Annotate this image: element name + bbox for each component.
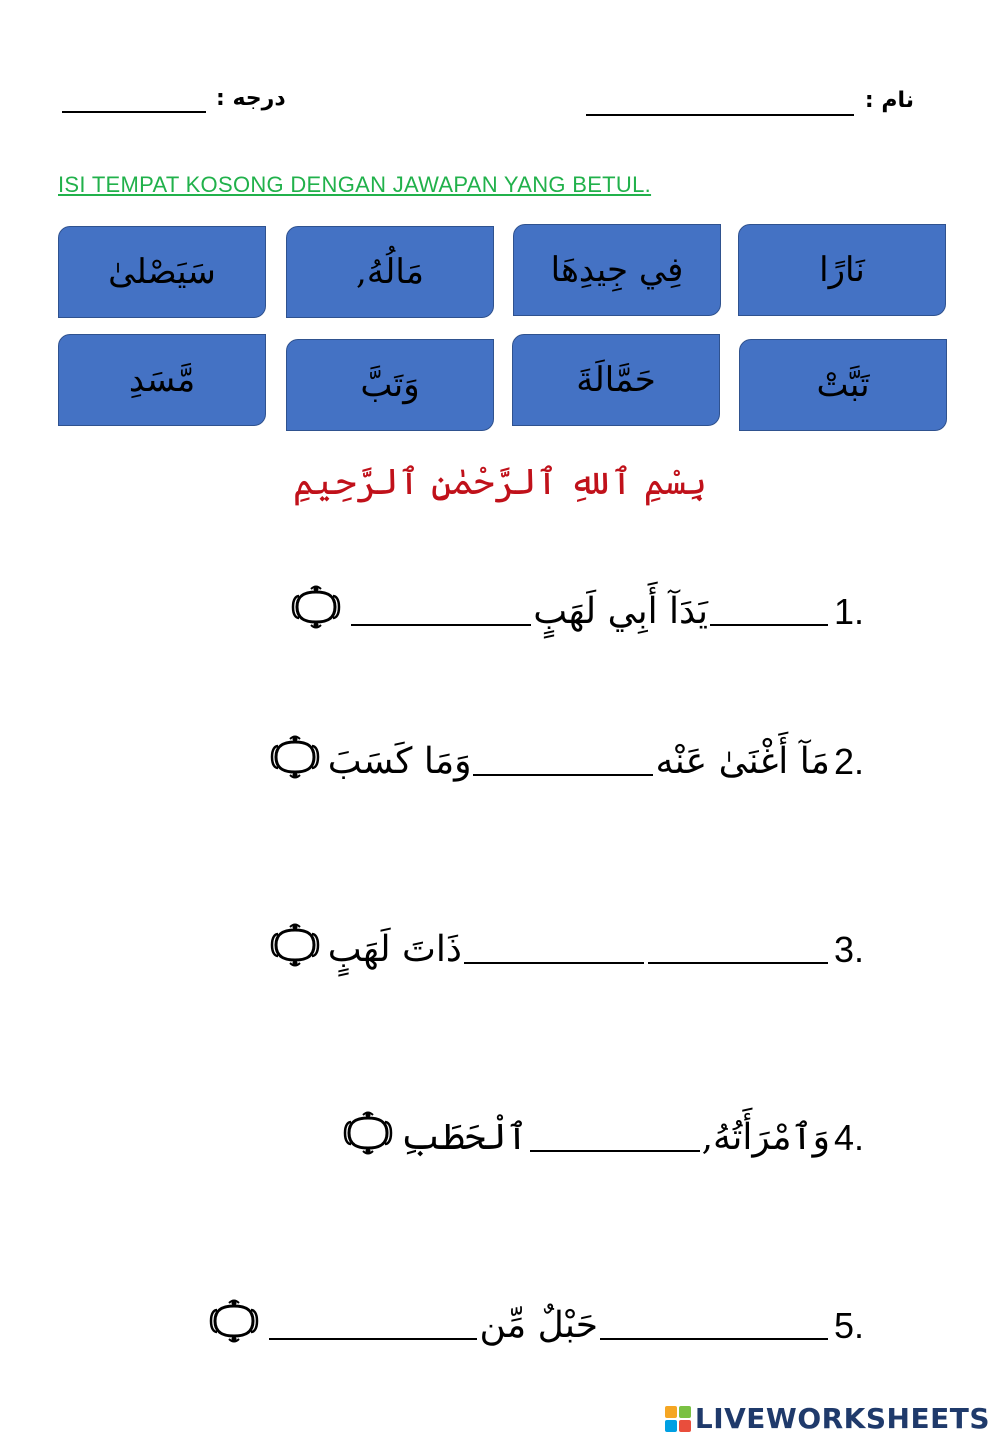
word-tile[interactable]: نَارًا [738,224,946,316]
question-text: ذَاتَ لَهَبٍ [327,929,462,970]
answer-blank[interactable] [530,1150,700,1152]
question-text: يَدَآ أَبِي لَهَبٍ [533,591,708,632]
answer-blank[interactable] [473,774,653,776]
question-text: وَٱمْرَأَتُهُ, [701,1117,830,1158]
question-text: حَبْلٌ مِّن [479,1305,598,1346]
name-field[interactable] [586,114,854,116]
logo-text: LIVEWORKSHEETS [694,1402,990,1435]
ayah-end-icon [266,922,324,968]
word-tile[interactable]: مَّسَدِ [58,334,266,426]
question-2 [266,734,864,780]
question-text: وَمَا كَسَبَ [327,741,472,782]
question-5 [205,1298,864,1344]
question-number: 5. [833,1305,864,1346]
word-tile[interactable]: سَيَصْلىٰ [58,226,266,318]
question-number: 2. [833,741,864,782]
answer-blank[interactable] [351,624,531,626]
word-tile[interactable]: فِي جِيدِهَا [513,224,721,316]
ayah-end-icon [339,1110,397,1156]
basmala-heading: بِسْمِ ٱللهِ ٱلرَّحْمٰنِ ٱلرَّحِيمِ [292,462,708,503]
answer-blank[interactable] [464,962,644,964]
answer-blank[interactable] [710,624,828,626]
class-label: درجه : [216,86,286,111]
word-tile[interactable]: وَتَبَّ [286,339,494,431]
question-number: 3. [833,929,864,970]
answer-blank[interactable] [648,962,828,964]
answer-blank[interactable] [600,1338,828,1340]
name-label: نام : [864,88,914,113]
liveworksheets-logo [665,1402,990,1435]
question-4 [339,1110,864,1156]
question-text: ٱلْحَطَبِ [401,1117,528,1158]
ayah-end-icon [205,1298,263,1344]
question-1 [287,584,864,630]
answer-blank[interactable] [269,1338,477,1340]
question-text: مَآ أَغْنَىٰ عَنْه [655,741,830,782]
instruction-text: ISI TEMPAT KOSONG DENGAN JAWAPAN YANG BETUL. [58,172,652,197]
ayah-end-icon [287,584,345,630]
class-field[interactable] [62,111,206,113]
question-number: 4. [833,1117,864,1158]
logo-grid-icon [665,1406,691,1432]
ayah-end-icon [266,734,324,780]
word-tile[interactable]: حَمَّالَةَ [512,334,720,426]
word-tile[interactable]: تَبَّتْ [739,339,947,431]
word-tile[interactable]: مَالُهُ, [286,226,494,318]
question-number: 1. [833,591,864,632]
question-3 [266,922,864,968]
